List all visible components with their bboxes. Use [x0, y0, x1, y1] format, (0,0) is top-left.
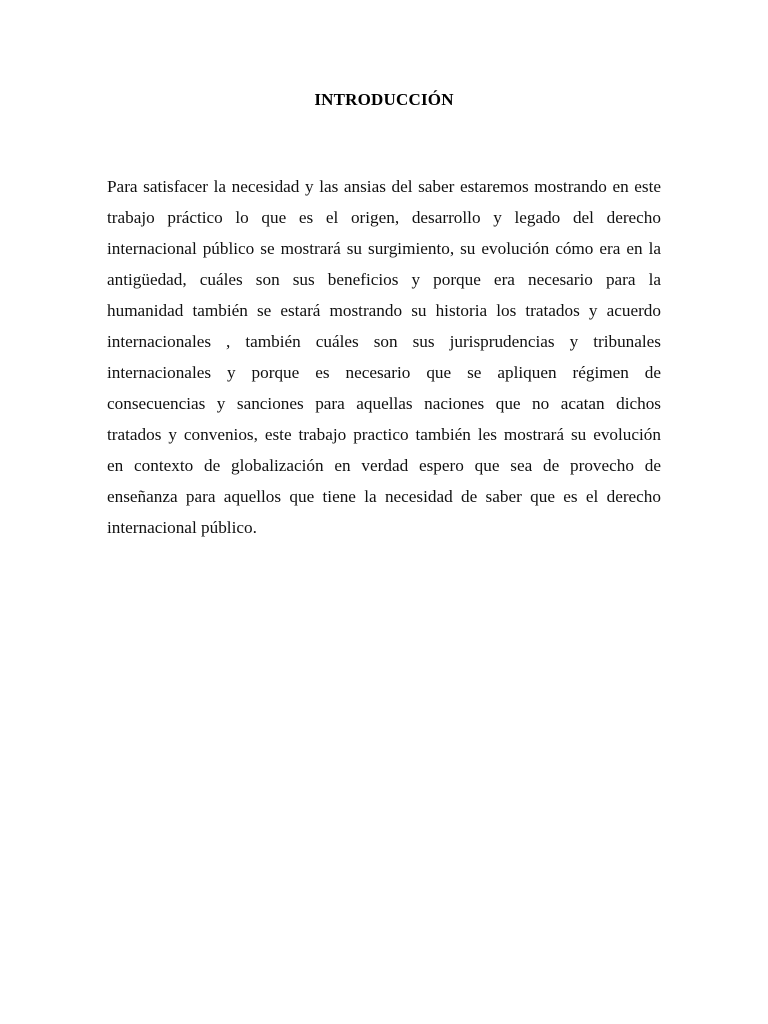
paragraph-line: Para satisfacer la necesidad y las ansias del saber estaremos mostrando en este — [107, 177, 661, 196]
paragraph-line: internacionales y porque es necesario que se apliquen régimen de — [107, 363, 661, 382]
paragraph-line: trabajo práctico lo que es el origen, desarrollo y legado del derecho — [107, 208, 661, 227]
paragraph-line: internacional público. — [107, 518, 257, 537]
paragraph-line: internacional público se mostrará su surgimiento, su evolución cómo era en la — [107, 239, 661, 258]
paragraph-line: en contexto de globalización en verdad espero que sea de provecho de — [107, 456, 661, 475]
paragraph-line: humanidad también se estará mostrando su historia los tratados y acuerdo — [107, 301, 661, 320]
paragraph-line: consecuencias y sanciones para aquellas naciones que no acatan dichos — [107, 394, 661, 413]
introduction-paragraph — [107, 171, 661, 543]
paragraph-line: tratados y convenios, este trabajo practico también les mostrará su evolución — [107, 425, 661, 444]
paragraph-line: internacionales , también cuáles son sus jurisprudencias y tribunales — [107, 332, 661, 351]
paragraph-line: antigüedad, cuáles son sus beneficios y porque era necesario para la — [107, 270, 661, 289]
paragraph-line: enseñanza para aquellos que tiene la necesidad de saber que es el derecho — [107, 487, 661, 506]
page-title: INTRODUCCIÓN — [314, 90, 454, 109]
